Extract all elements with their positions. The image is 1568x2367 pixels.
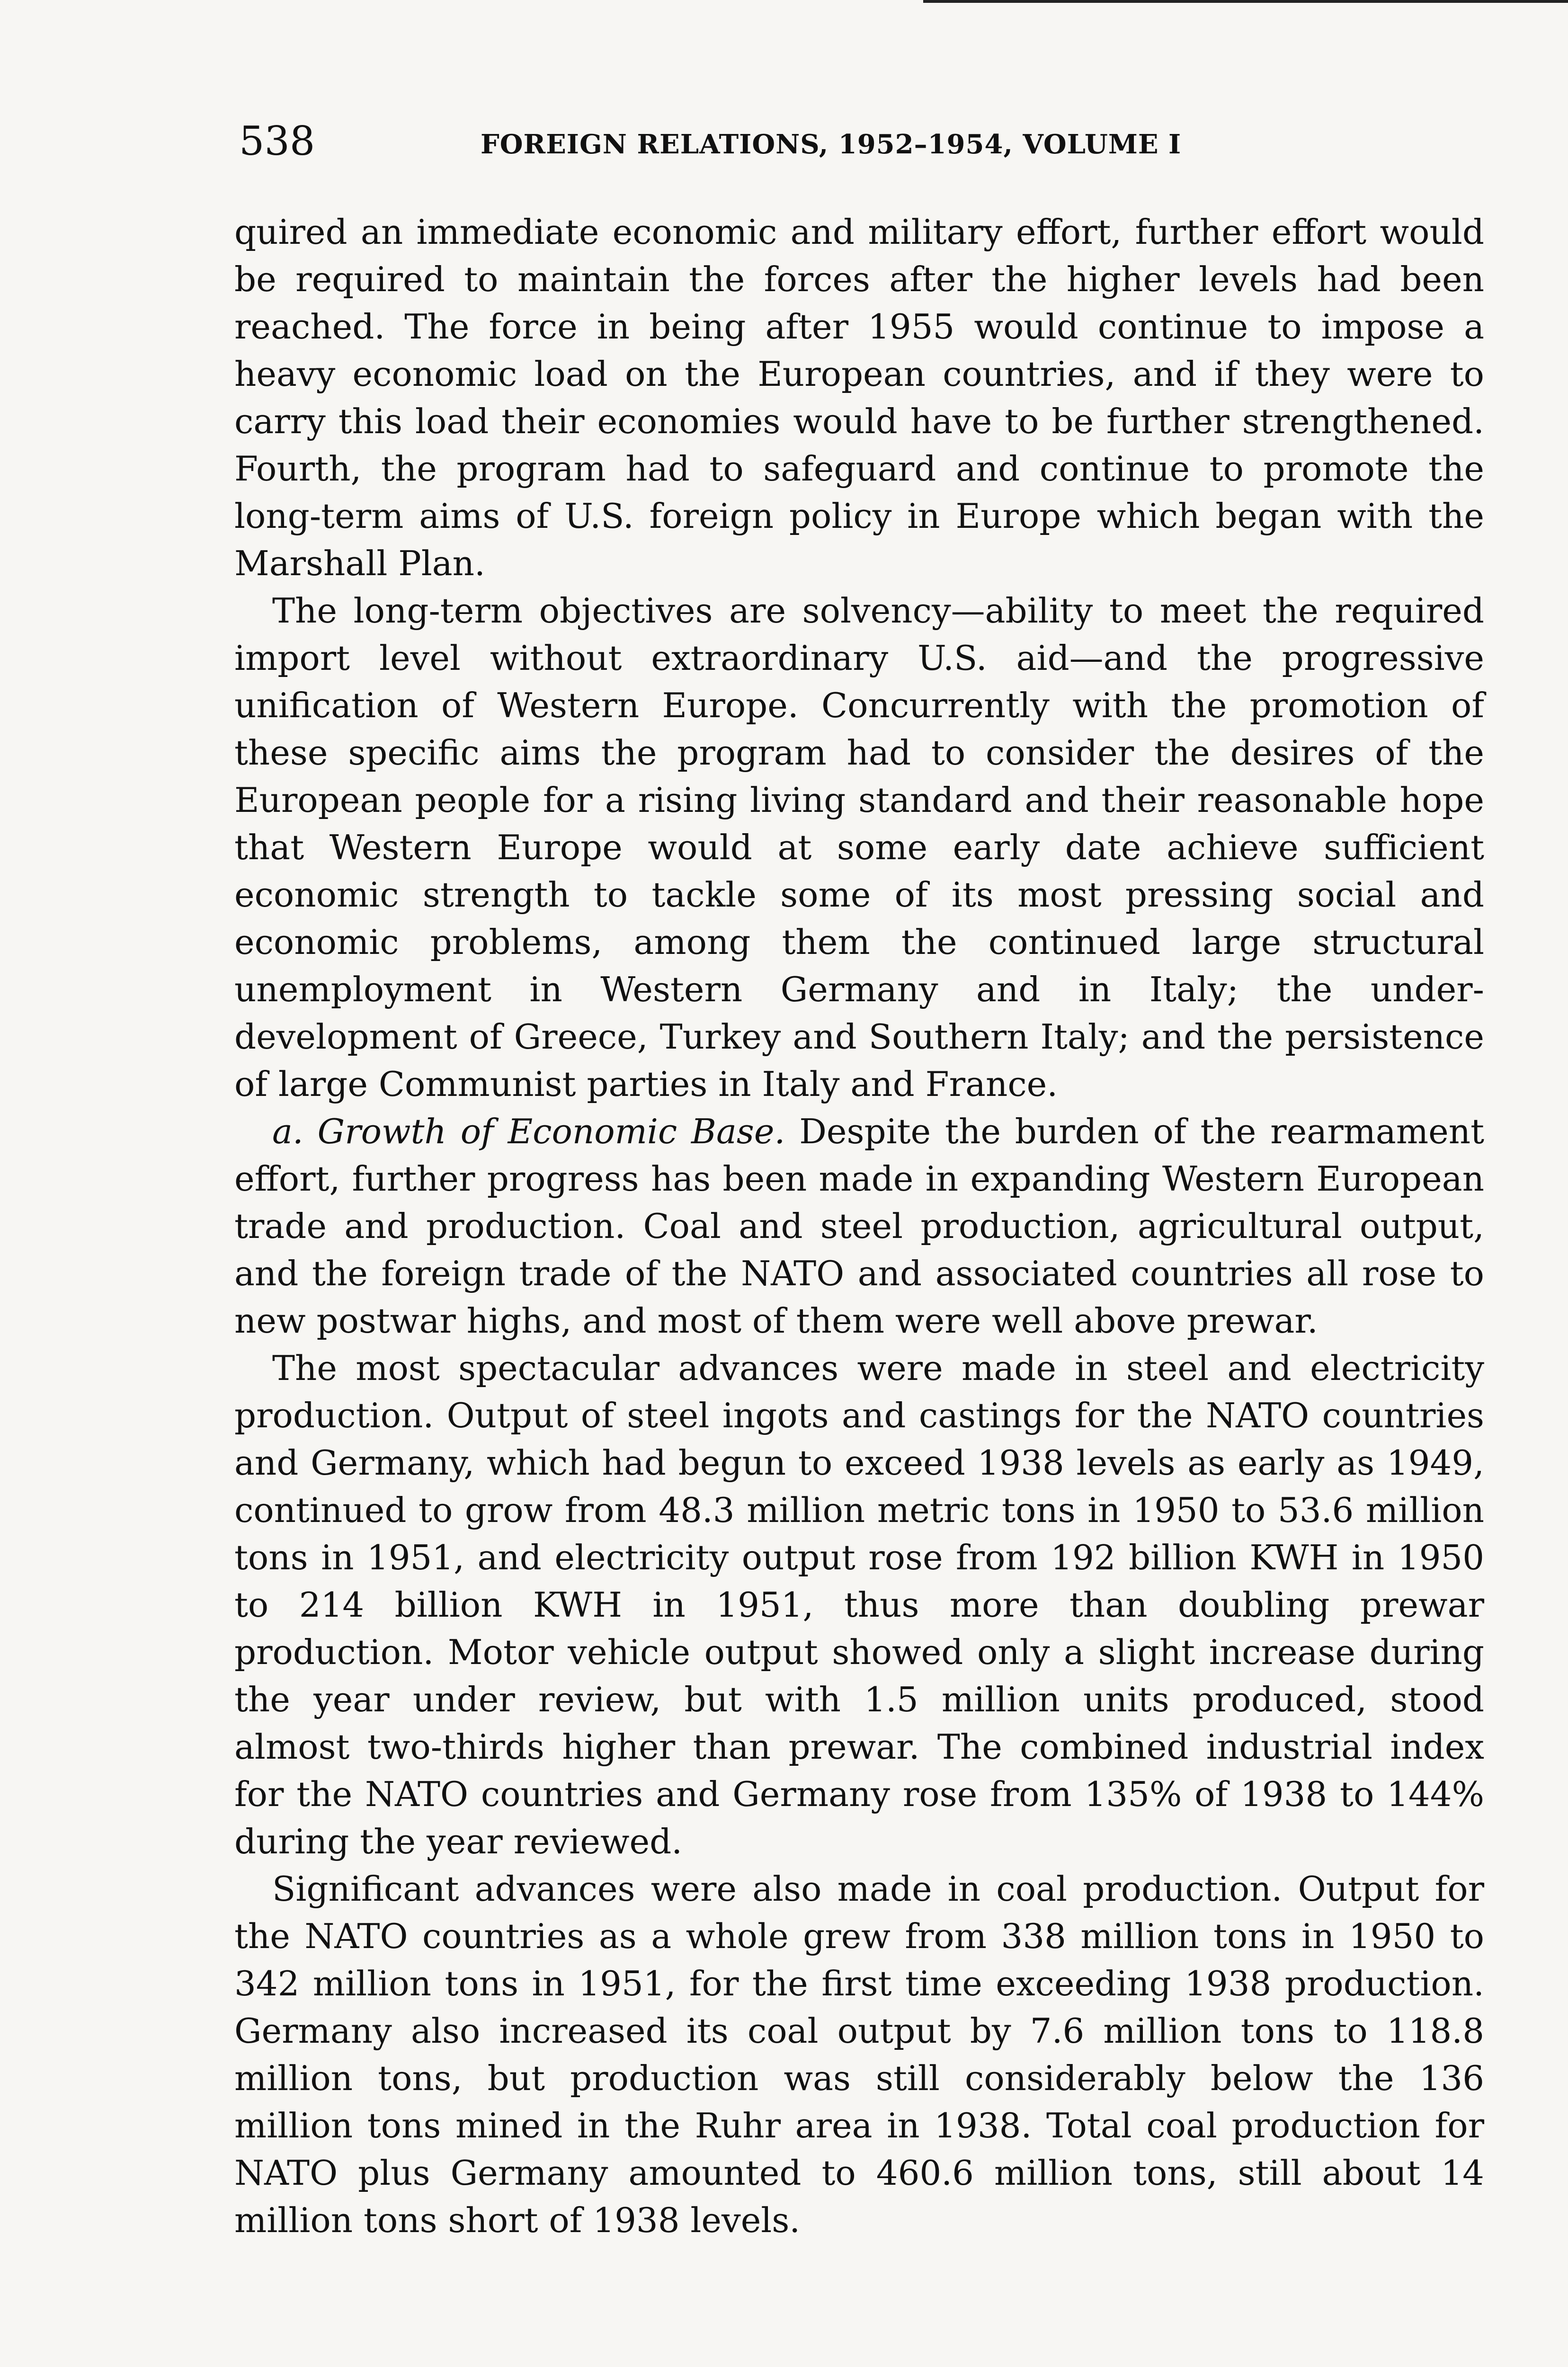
paragraph-text: quired an immediate economic and military effort, further effort would be required to maintain the forces after the higher levels had been reached. The force in being after 1955 would continue to impose a heavy economic load on the European countries, and if they were to carry this load their economies would have to be further strengthened. Fourth, the program had to safeguard and continue to promote the long-term aims of U.S. foreign policy in Europe which began with the Marshall Plan.	[234, 212, 1484, 583]
paragraph-5	[234, 1865, 1484, 2244]
paragraph-text: The long-term objectives are solvency—ability to meet the required import level without extraordinary U.S. aid—and the progressive unification of Western Europe. Concurrently with the promotion of these specific aims the program had to consider the desires of the European people for a rising living standard and their reasonable hope that Western Europe would at some early date achieve sufficient economic strength to tackle some of its most pressing social and economic problems, among them the continued large structural unemployment in Western Germany and in Italy; the under-development of Greece, Turkey and Southern Italy; and the persistence of large Communist parties in Italy and France.	[234, 591, 1484, 1104]
page-number: 538	[239, 118, 315, 164]
paragraph-3	[234, 1108, 1484, 1344]
running-title: FOREIGN RELATIONS, 1952–1954, VOLUME I	[481, 129, 1182, 160]
body-text	[234, 208, 1484, 2244]
top-edge-rule	[923, 0, 1568, 3]
paragraph-text: Despite the burden of the rearmament effort, further progress has been made in expanding Western European trade and production. Coal and steel production, agricultural output, and the foreign trade of the NATO and associated countries all rose to new postwar highs, and most of them were well above prewar.	[234, 1112, 1484, 1341]
running-header	[239, 117, 1479, 174]
paragraph-4	[234, 1344, 1484, 1865]
paragraph-text: Significant advances were also made in coal production. Output for the NATO countries as a whole grew from 338 million tons in 1950 to 342 million tons in 1951, for the first time exceeding 1938 production. Germany also increased its coal output by 7.6 million tons to 118.8 million tons, but production was still considerably below the 136 million tons mined in the Ruhr area in 1938. Total coal production for NATO plus Germany amounted to 460.6 million tons, still about 14 million tons short of 1938 levels.	[234, 1869, 1484, 2240]
paragraph-text: The most spectacular advances were made in steel and electricity production. Output of steel ingots and castings for the NATO countries and Germany, which had begun to exceed 1938 levels as early as 1949, continued to grow from 48.3 million metric tons in 1950 to 53.6 million tons in 1951, and electricity output rose from 192 billion KWH in 1950 to 214 billion KWH in 1951, thus more than doubling prewar production. Motor vehicle output showed only a slight increase during the year under review, but with 1.5 million units produced, stood almost two-thirds higher than prewar. The combined industrial index for the NATO countries and Germany rose from 135% of 1938 to 144% during the year reviewed.	[234, 1348, 1484, 1861]
paragraph-2	[234, 587, 1484, 1108]
section-heading: a. Growth of Economic Base.	[272, 1112, 785, 1151]
paragraph-1	[234, 208, 1484, 587]
